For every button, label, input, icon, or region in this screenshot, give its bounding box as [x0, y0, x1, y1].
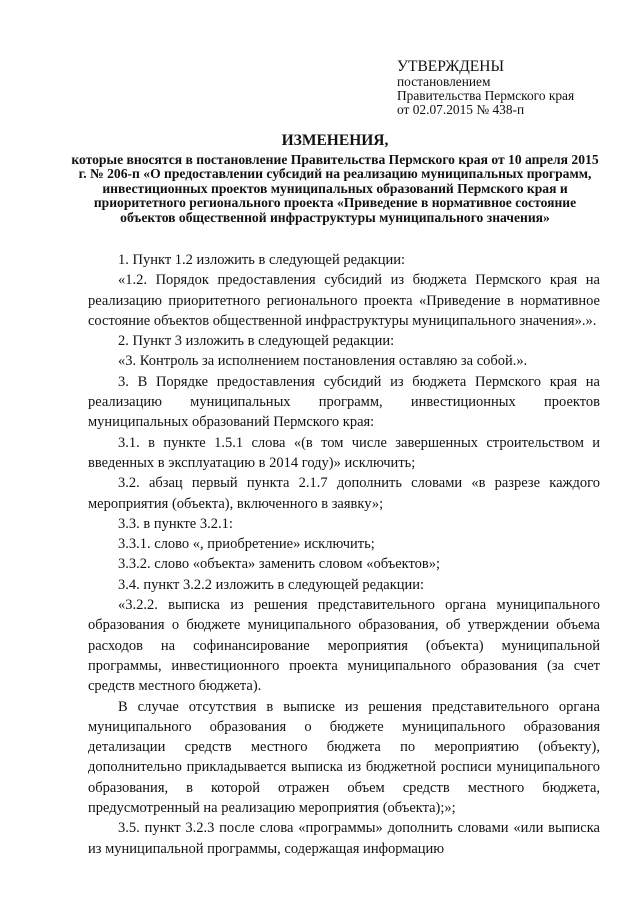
approval-line-3: от 02.07.2015 № 438-п: [397, 102, 525, 117]
approval-line-1: постановлением: [397, 74, 491, 89]
paragraph: 3.2. абзац первый пункта 2.1.7 дополнить словами «в разрезе каждого мероприятия (объекта), включенного в заявку»;: [88, 475, 600, 512]
paragraph: 3.1. в пункте 1.5.1 слова «(в том числе завершенных строительством и введенных в эксплуатацию в 2014 году)» исключить;: [88, 434, 600, 471]
document-title: ИЗМЕНЕНИЯ,: [281, 132, 389, 149]
paragraph: «3. Контроль за исполнением постановления оставляю за собой.».: [118, 353, 528, 370]
paragraph: 3.3.1. слово «, приобретение» исключить;: [118, 536, 375, 553]
paragraph: 3.4. пункт 3.2.2 изложить в следующей редакции:: [118, 576, 425, 593]
approval-line-2: Правительства Пермского края: [397, 88, 575, 103]
approval-heading: УТВЕРЖДЕНЫ: [397, 58, 504, 75]
paragraph: 2. Пункт 3 изложить в следующей редакции:: [118, 333, 395, 350]
paragraph: В случае отсутствия в выписке из решения представительного органа муниципального образования о бюджете муниципального образования детализации средств местного бюджета по мероприятию (объекту), дополнительно прикладывается выписка из бюджетной росписи муниципального образования, в которой отражен объем средств местного бюджета, предусмотренный на реализацию мероприятия (объекта);»;: [88, 698, 600, 817]
paragraph: 3. В Порядке предоставления субсидий из бюджета Пермского края на реализацию муниципальных программ, инвестиционных проектов муниципальных образований Пермского края:: [88, 373, 600, 431]
approval-stamp: [397, 58, 574, 117]
document-body: [88, 250, 600, 859]
paragraph: 3.3.2. слово «объекта» заменить словом «объектов»;: [118, 556, 441, 573]
title-block: [70, 132, 600, 225]
paragraph: 3.5. пункт 3.2.3 после слова «программы» дополнить словами «или выписка из муниципальной программы, содержащая информацию: [88, 820, 600, 857]
paragraph: «3.2.2. выписка из решения представительного органа муниципального образования о бюджете муниципального образования, об утверждении объема расходов на софинансирование мероприятия (объекта) муниципальной программы, инвестиционного проекта муниципального образования (за счет средств местного бюджета).: [88, 597, 600, 695]
document-subtitle: которые вносятся в постановление Правительства Пермского края от 10 апреля 2015 г. № 206-п «О предоставлении субсидий на реализацию муниципальных программ, инвестиционных проектов муниципальных образований Пермского края и приоритетного регионального проекта «Приведение в нормативное состояние объектов общественной инфраструктуры муниципального значения»: [71, 152, 599, 225]
paragraph: 1. Пункт 1.2 изложить в следующей редакции:: [118, 252, 406, 268]
paragraph: 3.3. в пункте 3.2.1:: [118, 515, 233, 532]
paragraph: «1.2. Порядок предоставления субсидий из бюджета Пермского края на реализацию приоритетного регионального проекта «Приведение в нормативное состояние объектов общественной инфраструктуры муниципального значения».».: [88, 272, 600, 329]
